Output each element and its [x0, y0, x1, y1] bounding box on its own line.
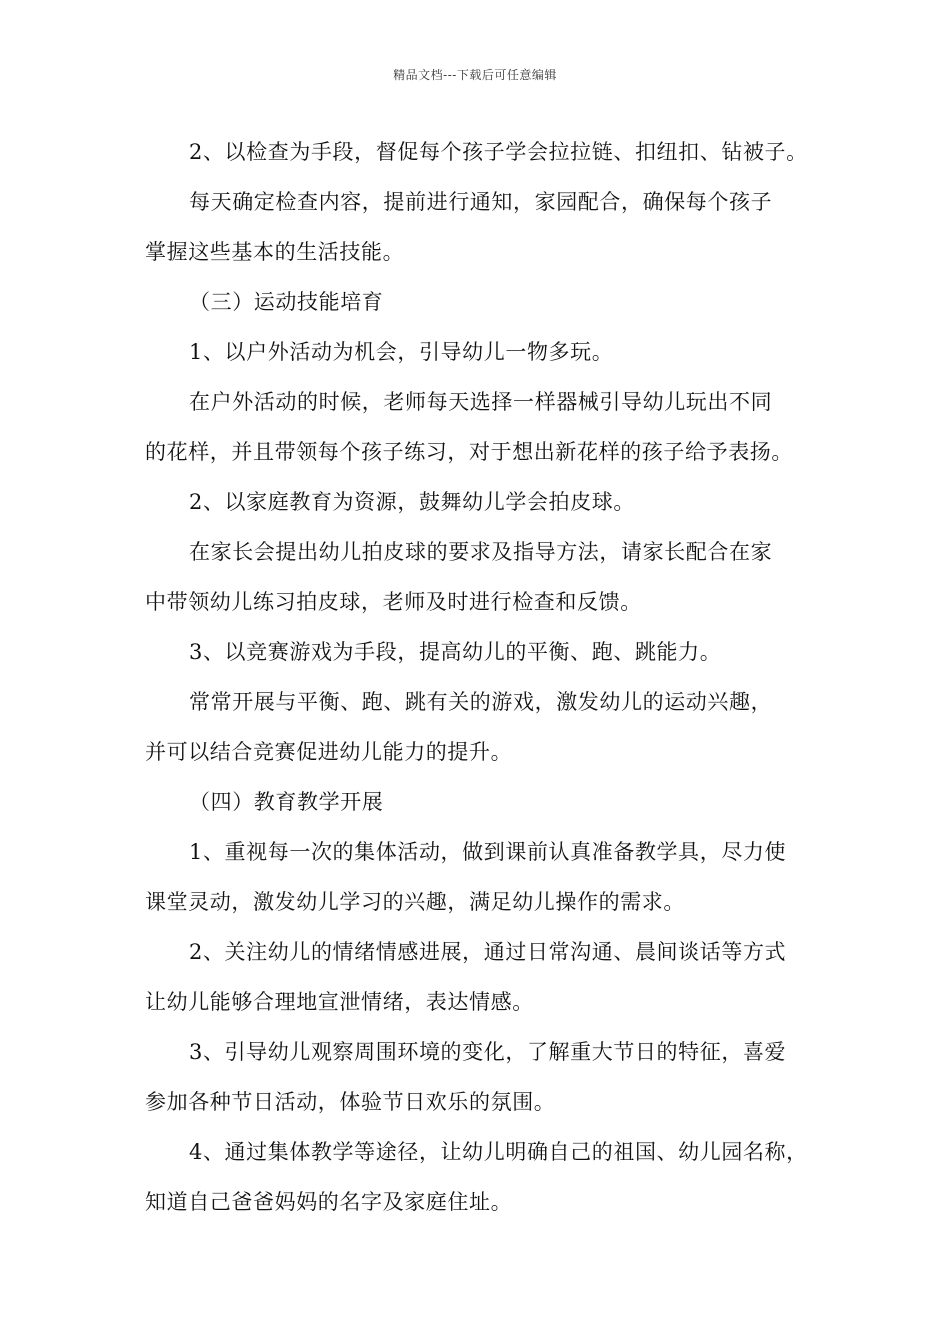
text-line: 2、以家庭教育为资源，鼓舞幼儿学会拍皮球。: [189, 490, 635, 514]
text-line: 知道自己爸爸妈妈的名字及家庭住址。: [145, 1190, 513, 1214]
text-line: 1、以户外活动为机会，引导幼儿一物多玩。: [189, 340, 614, 364]
page-header: 精品文档---下载后可任意编辑: [393, 68, 557, 82]
text-line: 3、引导幼儿观察周围环境的变化，了解重大节日的特征，喜爱: [189, 1040, 787, 1064]
text-line: 参加各种节日活动，体验节日欢乐的氛围。: [145, 1090, 556, 1114]
document-body: [145, 132, 825, 1232]
text-line: 4、通过集体教学等途径，让幼儿明确自己的祖国、幼儿园名称，: [189, 1140, 808, 1164]
text-line: （三）运动技能培育: [189, 290, 384, 314]
text-line: 掌握这些基本的生活技能。: [145, 240, 405, 264]
text-line: 让幼儿能够合理地宣泄情绪，表达情感。: [145, 990, 534, 1014]
text-line: 中带领幼儿练习拍皮球，老师及时进行检查和反馈。: [145, 590, 642, 614]
text-line: 2、关注幼儿的情绪情感进展，通过日常沟通、晨间谈话等方式: [189, 940, 787, 964]
text-line: 的花样，并且带领每个孩子练习，对于想出新花样的孩子给予表扬。: [145, 440, 793, 464]
text-line: 课堂灵动，激发幼儿学习的兴趣，满足幼儿操作的需求。: [145, 890, 685, 914]
text-line: 每天确定检查内容，提前进行通知，家园配合，确保每个孩子: [189, 190, 773, 214]
text-line: 并可以结合竞赛促进幼儿能力的提升。: [145, 740, 513, 764]
text-line: 在家长会提出幼儿拍皮球的要求及指导方法，请家长配合在家: [189, 540, 773, 564]
text-line: 常常开展与平衡、跑、跳有关的游戏，激发幼儿的运动兴趣，: [189, 690, 773, 714]
text-line: 在户外活动的时候，老师每天选择一样器械引导幼儿玩出不同: [189, 390, 773, 414]
text-line: 1、重视每一次的集体活动，做到课前认真准备教学具，尽力使: [189, 840, 787, 864]
text-line: （四）教育教学开展: [189, 790, 384, 814]
text-line: 2、以检查为手段，督促每个孩子学会拉拉链、扣纽扣、钻被子。: [189, 140, 808, 164]
text-line: 3、以竞赛游戏为手段，提高幼儿的平衡、跑、跳能力。: [189, 640, 722, 664]
